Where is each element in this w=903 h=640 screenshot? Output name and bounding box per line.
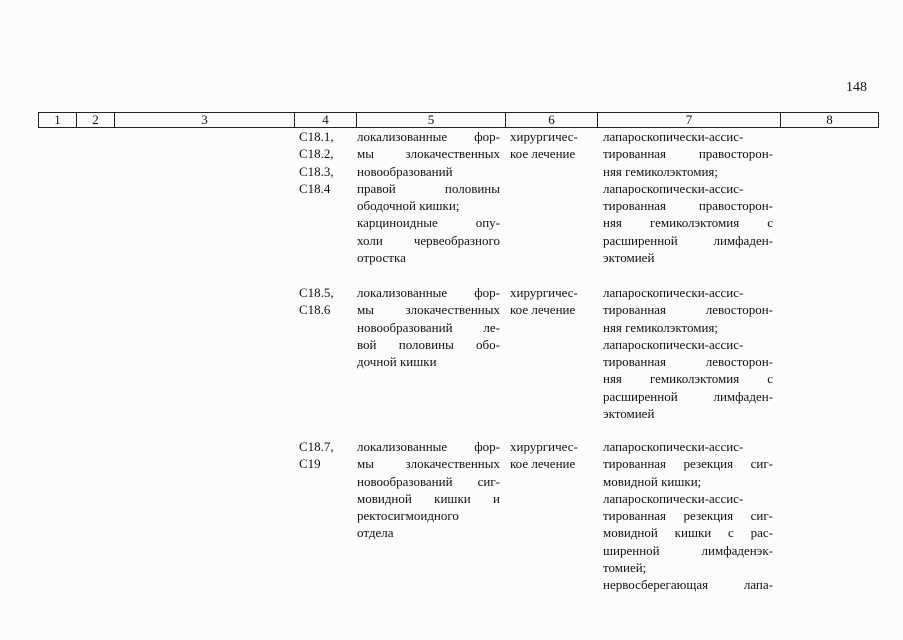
condition-line: локализованные фор- [357,285,500,300]
method-line: эктомией [603,250,655,266]
condition-line: мовидной кишки и [357,490,500,506]
row-1-codes [299,128,353,197]
code-line: C18.1, [299,129,334,144]
code-line: C18.5, [299,285,334,300]
method-line: няя гемиколэктомия с [603,215,773,231]
method-line: тированная левосторон- [603,354,773,370]
method-line: ширенной лимфаденэк- [603,542,773,558]
method-line: мовидной кишки с рас- [603,525,773,541]
code-line: C19 [299,456,321,472]
code-line: C18.4 [299,180,331,196]
treatment-line: хирургичес- [510,129,578,144]
condition-line: локализованные фор- [357,129,500,144]
method-line: расширенной лимфаден- [603,232,773,248]
code-line: C18.3, [299,163,334,179]
code-line: C18.6 [299,302,331,318]
treatment-line: кое лечение [510,302,576,318]
condition-line: карциноидные опу- [357,215,500,231]
treatment-line: кое лечение [510,456,576,472]
method-line: лапароскопически-ассис- [603,285,744,300]
method-line: лапароскопически-ассис- [603,129,744,144]
row-1-condition [357,128,500,266]
treatment-line: хирургичес- [510,439,578,454]
condition-line: локализованные фор- [357,439,500,454]
method-line: мовидной кишки; [603,473,702,489]
page-number: 148 [846,80,867,95]
header-cell-1: 1 [39,113,77,127]
method-line: эктомией [603,406,655,422]
method-line: лапароскопически-ассис- [603,490,744,506]
table-header-row [38,112,879,128]
row-2-method [603,284,773,422]
header-cell-4: 4 [295,113,357,127]
method-line: тированная правосторон- [603,198,773,214]
condition-line: новообразований ле- [357,319,500,335]
row-2-condition [357,284,500,370]
treatment-line: кое лечение [510,146,576,162]
condition-line: ободочной кишки; [357,198,460,214]
condition-line: ректосигмоидного [357,508,459,524]
method-line: тированная левосторон- [603,302,773,318]
method-line: тированная резекция сиг- [603,456,773,472]
condition-line: отдела [357,525,394,541]
row-2-codes [299,284,353,319]
row-3-method [603,438,773,594]
header-cell-8: 8 [826,112,833,127]
condition-line: новообразований [357,163,453,179]
condition-line: вой половины обо- [357,336,500,352]
header-cell-7: 7 [598,113,781,127]
method-line: няя гемиколэктомия; [603,319,719,335]
condition-line: правой половины [357,180,500,196]
method-line: тированная правосторон- [603,146,773,162]
method-line: лапароскопически-ассис- [603,180,744,196]
header-cell-5: 5 [357,113,506,127]
header-cell-6: 6 [506,113,598,127]
row-2-treatment [510,284,598,319]
condition-line: дочной кишки [357,354,437,370]
condition-line: мы злокачественных [357,302,500,318]
condition-line: холи червеобразного [357,232,500,248]
method-line: лапароскопически-ассис- [603,336,744,352]
method-line: расширенной лимфаден- [603,388,773,404]
method-line: няя гемиколэктомия с [603,371,773,387]
row-3-condition [357,438,500,542]
header-cell-2: 2 [77,113,115,127]
header-cell-3: 3 [115,113,295,127]
method-line: няя гемиколэктомия; [603,163,719,179]
condition-line: мы злокачественных [357,456,500,472]
row-1-method [603,128,773,266]
method-line: лапароскопически-ассис- [603,439,744,454]
row-3-codes [299,438,353,473]
condition-line: отростка [357,250,406,266]
method-line: нервосберегающая лапа- [603,577,773,593]
code-line: C18.2, [299,146,334,162]
condition-line: мы злокачественных [357,146,500,162]
method-line: томией; [603,560,647,576]
treatment-line: хирургичес- [510,285,578,300]
code-line: C18.7, [299,439,334,454]
method-line: тированная резекция сиг- [603,508,773,524]
row-3-treatment [510,438,598,473]
condition-line: новообразований сиг- [357,473,500,489]
row-1-treatment [510,128,598,163]
